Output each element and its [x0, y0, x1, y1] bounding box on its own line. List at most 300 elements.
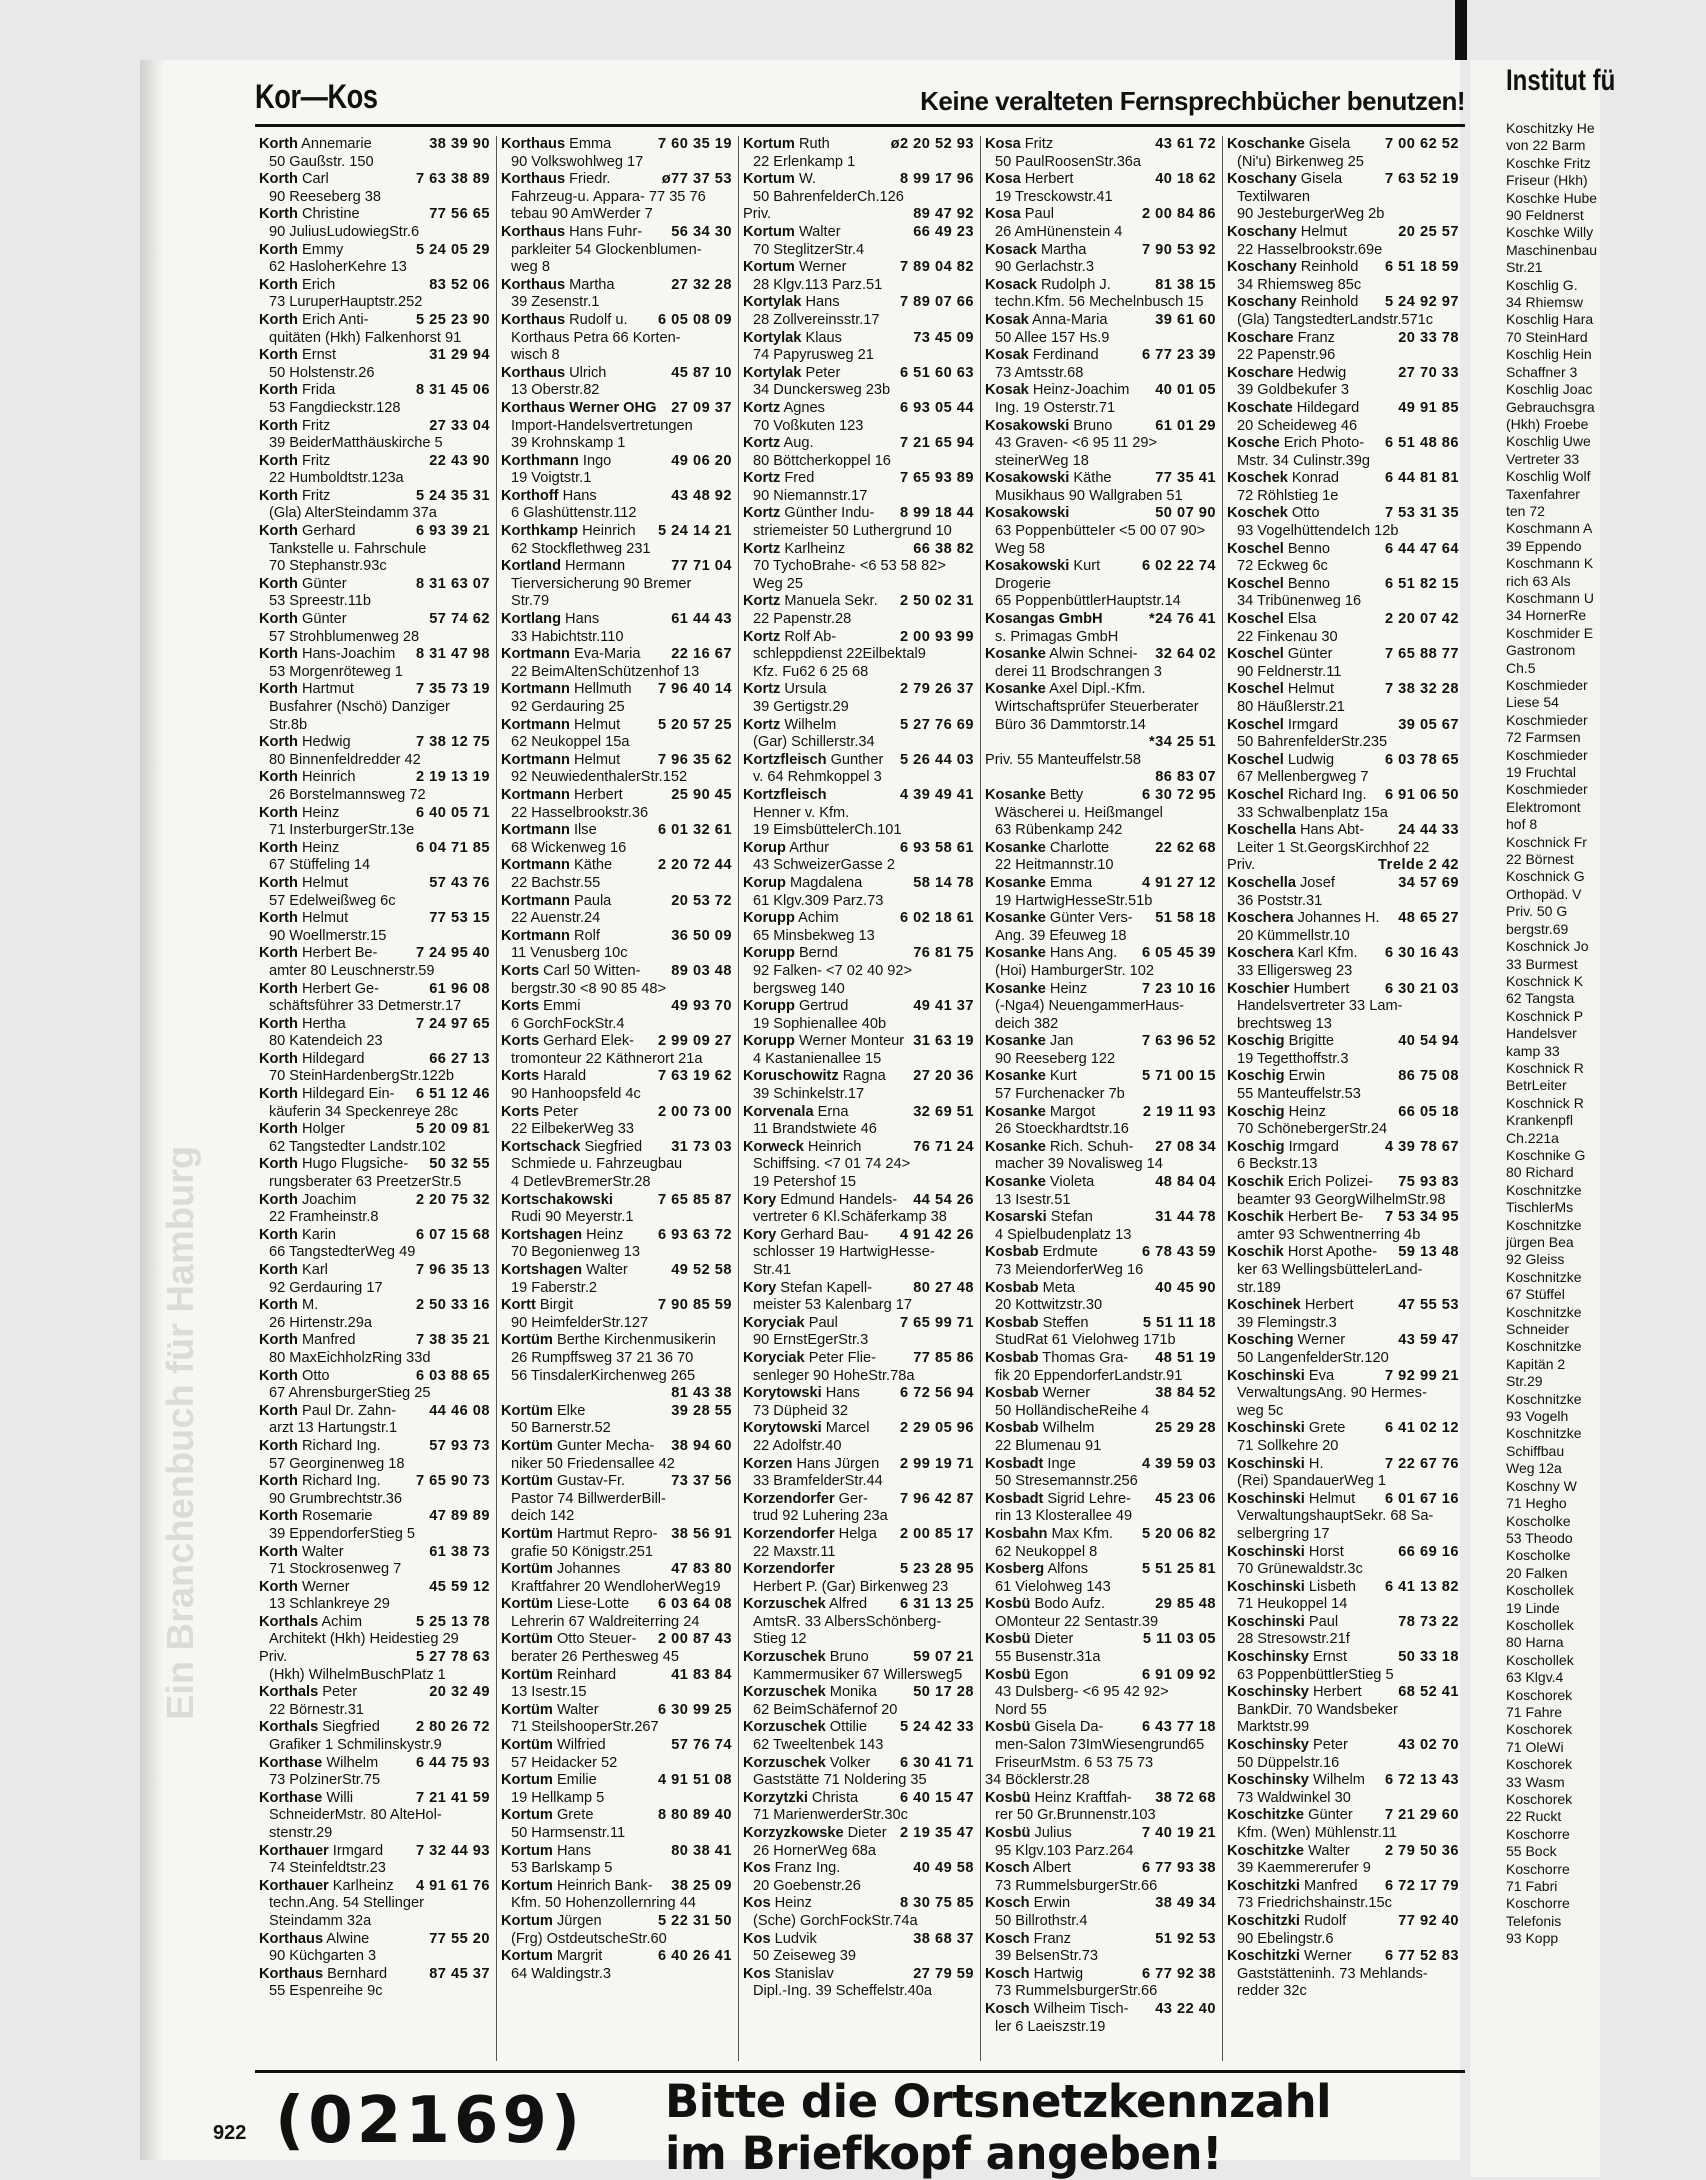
- listing-address: Büro 36 Dammtorstr.14: [995, 716, 1146, 733]
- listing-given-name: Paul: [1304, 1613, 1339, 1630]
- listing-name: [1227, 1737, 1348, 1755]
- listing-name: [743, 171, 816, 189]
- listing-surname: Korthaus: [501, 223, 566, 240]
- listing-address: Textilwaren: [1237, 188, 1310, 205]
- listing-entry: [501, 1104, 732, 1139]
- listing-surname: Kortum: [501, 1948, 553, 1965]
- next-page-line: 72 Farmsen: [1506, 729, 1581, 746]
- next-page-line: Koschnick Fr: [1506, 833, 1587, 850]
- listing-entry: [985, 1596, 1216, 1631]
- listing-name: [259, 1368, 330, 1386]
- listing-name: [1227, 1068, 1325, 1086]
- listing-address: beamter 93 GeorgWilhelmStr.98: [1237, 1191, 1446, 1208]
- listing-head: [743, 1420, 974, 1438]
- listing-address: Stieg 12: [753, 1631, 807, 1648]
- listing-given-name: Wilhelm: [1308, 1772, 1365, 1789]
- listing-given-name: Herbert Ge-: [297, 980, 380, 997]
- listing-given-name: Hedwig: [1293, 364, 1347, 381]
- listing-name: [501, 312, 628, 330]
- next-page-line: 39 Eppendo: [1506, 537, 1582, 554]
- listing-head: [501, 1192, 732, 1210]
- listing-entry: [501, 1772, 732, 1807]
- listing-surname: Kosbü: [985, 1631, 1031, 1648]
- listing-phone-number: 51 58 18: [1155, 910, 1216, 927]
- listing-phone-number: 5 20 06 82: [1142, 1525, 1216, 1542]
- listing-phone-number: 49 52 58: [671, 1262, 732, 1278]
- listing-phone-number: 7 63 52 19: [1385, 171, 1459, 188]
- listing-address: 64 Waldingstr.3: [511, 1965, 612, 1982]
- listing-given-name: Eva: [1304, 1367, 1335, 1384]
- listing-name: [1227, 1297, 1354, 1315]
- next-page-line: 80 Harna: [1506, 1634, 1564, 1651]
- listing-head: [985, 1667, 1216, 1685]
- listing-surname: Korth: [259, 276, 298, 293]
- listing-phone-number: 38 25 09: [671, 1877, 732, 1894]
- next-page-line: Koschollek: [1506, 1616, 1574, 1633]
- listing-head: [1227, 224, 1459, 242]
- listing-phone-number: 48 51 19: [1155, 1349, 1216, 1366]
- listing-entry: [501, 1807, 732, 1842]
- listing-name: [985, 1931, 1071, 1949]
- listing-given-name: Rolf: [569, 927, 600, 944]
- listing-name: [743, 1561, 835, 1579]
- listing-name: [1227, 1332, 1345, 1350]
- listing-name: [1227, 400, 1359, 418]
- section-range: Kor—Kos: [255, 78, 378, 116]
- listing-name: [985, 1280, 1075, 1298]
- listing-entry: [985, 1860, 1216, 1895]
- listing-phone-number: 6 77 52 83: [1385, 1948, 1459, 1965]
- listing-head: [985, 206, 1216, 224]
- listing-surname: Korth: [259, 171, 298, 188]
- listing-head: [501, 1438, 732, 1456]
- listing-entry: [259, 488, 490, 523]
- listing-name: [501, 1139, 642, 1157]
- listing-surname: Kortüm: [501, 1701, 553, 1718]
- listing-entry: [259, 1508, 490, 1543]
- listing-given-name: Käthe: [569, 857, 613, 874]
- listing-given-name: Emma: [1045, 874, 1093, 891]
- listing-given-name: Ger-: [834, 1490, 868, 1507]
- listing-surname: Kosanke: [985, 980, 1046, 997]
- listing-address: 50 PaulRoosenStr.36a: [995, 153, 1142, 170]
- listing-name: [259, 1473, 381, 1491]
- listing-phone-number: 76 71 24: [913, 1138, 974, 1155]
- listing-head: [985, 752, 1216, 770]
- listing-address: 34 Dunckersweg 23b: [753, 382, 891, 399]
- listing-address: Wirtschaftsprüfer Steuerberater: [995, 699, 1199, 715]
- directory-column-4: [981, 136, 1223, 2061]
- listing-address: 80 Katendeich 23: [269, 1033, 383, 1050]
- listing-address: 57 Furchenacker 7b: [995, 1086, 1125, 1103]
- listing-name: [743, 1526, 877, 1544]
- listing-entry: [259, 1086, 490, 1121]
- listing-entry: [501, 1843, 732, 1878]
- listing-name: [501, 136, 611, 154]
- listing-address: 13 Isestr.15: [511, 1684, 587, 1701]
- listing-entry: [1227, 1068, 1459, 1103]
- listing-name: [501, 822, 597, 840]
- listing-entry: [501, 1033, 732, 1068]
- listing-given-name: Karl: [297, 1262, 328, 1278]
- listing-given-name: Edmund Handels-: [776, 1191, 898, 1208]
- listing-address: str.189: [1237, 1279, 1281, 1296]
- listing-head: [501, 453, 732, 471]
- listing-entry: [259, 277, 490, 312]
- next-page-line: Koschlig Hara: [1506, 311, 1594, 328]
- listing-given-name: Hans: [801, 294, 840, 311]
- listing-entry: [1227, 1544, 1459, 1579]
- listing-entry: [1227, 1297, 1459, 1332]
- listing-phone-number: 7 60 35 19: [658, 136, 732, 152]
- next-page-line: Koschmieder: [1506, 677, 1588, 693]
- listing-address: 50 Holstenstr.26: [269, 364, 375, 381]
- listing-phone-number: 81 43 38: [671, 1385, 732, 1402]
- listing-address: deich 142: [511, 1508, 575, 1525]
- listing-name: [743, 681, 827, 699]
- listing-head: [501, 1843, 732, 1861]
- listing-entry: [259, 347, 490, 382]
- listing-phone-number: 2 20 72 44: [658, 857, 732, 874]
- listing-phone-number: 38 39 90: [429, 136, 490, 152]
- listing-name: [743, 1385, 860, 1403]
- listing-name: [743, 400, 825, 418]
- listing-head: [259, 734, 490, 752]
- listing-entry: [743, 752, 974, 787]
- listing-entry: [1227, 541, 1459, 576]
- listing-address: Ang. 39 Efeuweg 18: [995, 927, 1127, 944]
- listing-entry: [1227, 330, 1459, 365]
- listing-given-name: Willi: [322, 1789, 354, 1806]
- listing-surname: Kortmann: [501, 892, 570, 909]
- listing-name: [259, 1508, 373, 1526]
- listing-entry: [743, 1033, 974, 1068]
- listing-address: 62 Tweeltenbek 143: [753, 1737, 884, 1754]
- listing-surname: Korth: [259, 1191, 298, 1208]
- listing-given-name: Anna-Maria: [1028, 311, 1108, 328]
- listing-address: deich 382: [995, 1015, 1059, 1032]
- next-page-line: Koscholke: [1506, 1547, 1571, 1564]
- listing-given-name: Helmut: [297, 874, 349, 891]
- listing-phone-number: 6 04 71 85: [416, 839, 490, 856]
- listing-phone-number: 81 38 15: [1155, 276, 1216, 293]
- listing-phone-number: 6 72 56 94: [900, 1385, 974, 1402]
- listing-surname: Koschel: [1227, 716, 1284, 733]
- listing-address: stenstr.29: [269, 1825, 333, 1841]
- listing-name: [259, 1403, 396, 1421]
- listing-head: [1227, 1368, 1459, 1386]
- listing-name: [1227, 365, 1346, 383]
- listing-surname: Korthase: [259, 1754, 323, 1771]
- listing-surname: Koschate: [1227, 399, 1293, 416]
- listing-name: [259, 453, 330, 471]
- listing-head: [743, 505, 974, 523]
- listing-address: 39 Kaemmererufer 9: [1237, 1860, 1371, 1877]
- listing-address: 90 HeimfelderStr.127: [511, 1314, 649, 1331]
- listing-surname: Koschel: [1227, 751, 1284, 768]
- listing-phone-number: 51 92 53: [1155, 1930, 1216, 1947]
- listing-entry: [501, 1596, 732, 1631]
- page-number: 922: [213, 2122, 247, 2144]
- listing-name: [743, 541, 845, 559]
- listing-given-name: Stanislav: [770, 1965, 834, 1982]
- listing-entry: [1227, 1614, 1459, 1649]
- listing-head: [985, 981, 1216, 999]
- listing-entry: [743, 224, 974, 259]
- listing-given-name: Siegfried: [318, 1719, 380, 1736]
- listing-name: [985, 787, 1083, 805]
- listing-phone-number: 5 25 23 90: [416, 311, 490, 328]
- listing-head: [501, 1473, 732, 1491]
- listing-entry: [743, 840, 974, 875]
- listing-address: 22 Heitmannstr.10: [995, 857, 1114, 874]
- listing-address: 39 Zesenstr.1: [511, 294, 600, 311]
- listing-surname: Kosanke: [985, 646, 1046, 663]
- listing-address: 73 MeiendorferWeg 16: [995, 1262, 1144, 1278]
- next-page-line: bergstr.69: [1506, 920, 1569, 937]
- listing-head: [743, 1139, 974, 1157]
- listing-name: [985, 206, 1054, 224]
- listing-given-name: 34 Böcklerstr.28: [985, 1772, 1090, 1789]
- next-page-line: Koschnike G: [1506, 1146, 1586, 1163]
- next-page-line: Koschnitzke: [1506, 1216, 1582, 1233]
- listing-name: [743, 910, 839, 928]
- listing-given-name: Paula: [569, 892, 612, 909]
- listing-head: [985, 1526, 1216, 1544]
- listing-entry: [1227, 910, 1459, 945]
- listing-head: [259, 277, 490, 295]
- listing-given-name: Rudolf: [1299, 1912, 1347, 1929]
- listing-head: [501, 224, 732, 242]
- listing-address: Nord 55: [995, 1701, 1047, 1718]
- listing-surname: Korzendorfer: [743, 1490, 835, 1507]
- listing-phone-number: 80 27 48: [913, 1279, 974, 1296]
- listing-given-name: Helmut: [1304, 1490, 1356, 1507]
- listing-surname: Korth: [259, 382, 298, 399]
- listing-surname: Kortüm: [501, 1596, 553, 1613]
- listing-given-name: Heinz: [1284, 1103, 1326, 1120]
- listing-entry: [1227, 259, 1459, 294]
- next-page-line: Koschorek: [1506, 1791, 1573, 1807]
- listing-given-name: Ingo: [578, 452, 612, 469]
- listing-head: [501, 171, 732, 189]
- listing-phone-number: 7 53 31 35: [1385, 505, 1459, 522]
- listing-address: wisch 8: [511, 347, 560, 364]
- listing-surname: Koschare: [1227, 364, 1294, 381]
- listing-name: [1227, 576, 1330, 594]
- listing-address: s. Primagas GmbH: [995, 628, 1119, 645]
- listing-phone-number: 2 50 02 31: [900, 593, 974, 610]
- listing-surname: Korthaus: [501, 136, 566, 152]
- listing-name: [501, 1596, 629, 1614]
- listing-address: 92 Gerdauring 17: [269, 1279, 383, 1296]
- listing-name: [985, 875, 1092, 893]
- listing-phone-number: 6 30 41 71: [900, 1754, 974, 1771]
- listing-given-name: Hans Abt-: [1295, 822, 1365, 839]
- listing-name: [259, 1966, 387, 1984]
- listing-given-name: Günter Vers-: [1045, 910, 1133, 927]
- listing-head: [985, 1350, 1216, 1368]
- listing-surname: Korth: [259, 206, 298, 223]
- listing-head: [1227, 1033, 1459, 1051]
- listing-address: 22 EilbekerWeg 33: [511, 1121, 635, 1138]
- listing-phone-number: 50 17 28: [913, 1684, 974, 1701]
- listing-head: [985, 1385, 1216, 1403]
- listing-surname: Korth: [259, 575, 298, 592]
- listing-address: 34 Tribünenweg 16: [1237, 593, 1362, 610]
- listing-phone-number: ø2 20 52 93: [890, 136, 974, 152]
- listing-given-name: Liese-Lotte: [552, 1596, 630, 1613]
- next-page-line: Koschke Fritz: [1506, 154, 1591, 171]
- listing-entry: [501, 928, 732, 963]
- listing-head: [743, 629, 974, 647]
- listing-address: 90 Volkswohlweg 17: [511, 153, 644, 170]
- listing-head: [985, 1174, 1216, 1192]
- listing-head: [259, 1684, 490, 1702]
- listing-head: [1227, 576, 1459, 594]
- listing-entry: [985, 1209, 1216, 1244]
- listing-entry: [985, 242, 1216, 277]
- listing-address: 19 Voigtstr.1: [511, 470, 592, 487]
- listing-address: Tierversicherung 90 Bremer: [511, 575, 692, 592]
- listing-phone-number: 68 52 41: [1398, 1684, 1459, 1701]
- next-page-line: Koschorre: [1506, 1825, 1570, 1842]
- listing-phone-number: 5 24 92 97: [1385, 294, 1459, 311]
- listing-phone-number: 2 99 19 71: [900, 1455, 974, 1472]
- listing-head: [1227, 1544, 1459, 1562]
- listing-head: [259, 382, 490, 400]
- listing-address: Fahrzeug-u. Appara- 77 35 76: [511, 188, 706, 205]
- listing-phone-number: 45 87 10: [671, 364, 732, 381]
- listing-address: 90 Woellmerstr.15: [269, 927, 387, 944]
- listing-head: [501, 523, 732, 541]
- listing-address: bergsweg 140: [753, 980, 845, 997]
- listing-surname: Kortmann: [501, 822, 570, 839]
- listing-given-name: Emmi: [539, 998, 581, 1015]
- listing-surname: Koschinsky: [1227, 1737, 1309, 1754]
- listing-phone-number: 7 96 35 13: [416, 1262, 490, 1278]
- listing-head: [1227, 857, 1459, 875]
- listing-surname: Korzyzkowske: [743, 1825, 844, 1841]
- listing-entry: [501, 611, 732, 646]
- listing-address: Grafiker 1 Schmilinskystr.9: [269, 1737, 442, 1754]
- listing-head: [501, 1385, 732, 1403]
- listing-phone-number: 7 65 85 87: [658, 1191, 732, 1208]
- next-page-line: 34 HornerRe: [1506, 607, 1587, 624]
- listing-given-name: Josef: [1295, 874, 1335, 891]
- next-page-line: 22 Ruckt: [1506, 1808, 1562, 1825]
- listing-head: [1227, 541, 1459, 559]
- listing-entry: [743, 1350, 974, 1385]
- listing-phone-number: 32 64 02: [1155, 646, 1216, 663]
- listing-given-name: Werner: [1299, 1948, 1352, 1965]
- listing-head: [501, 277, 732, 295]
- listing-head: [1227, 1913, 1459, 1931]
- listing-name: [743, 1315, 838, 1333]
- listing-entry: [259, 171, 490, 206]
- listing-head: [743, 294, 974, 312]
- listing-head: [1227, 1948, 1459, 1966]
- next-page-line: 70 SteinHard: [1506, 328, 1588, 345]
- listing-phone-number: 7 21 41 59: [416, 1789, 490, 1806]
- listing-given-name: Monika: [825, 1684, 877, 1701]
- listing-phone-number: 4 39 49 41: [900, 786, 974, 803]
- listing-name: [985, 558, 1100, 576]
- listing-given-name: Gerhard Elek-: [539, 1033, 635, 1050]
- listing-head: [743, 259, 974, 277]
- listing-entry: [985, 2001, 1216, 2036]
- listing-given-name: Irmgard: [1284, 1138, 1339, 1155]
- listing-head: [743, 840, 974, 858]
- listing-phone-number: 89 03 48: [671, 962, 732, 979]
- listing-phone-number: 6 44 75 93: [416, 1754, 490, 1771]
- listing-address: 4 Kastanienallee 15: [753, 1050, 882, 1067]
- listing-address: 53 Spreestr.11b: [269, 593, 371, 610]
- listing-address: 73 Waldwinkel 30: [1237, 1789, 1351, 1806]
- listing-name: [1227, 1033, 1334, 1051]
- listing-surname: Korvenala: [743, 1103, 814, 1120]
- listing-surname: Kortüm: [501, 1666, 553, 1683]
- listing-head: [259, 945, 490, 963]
- listing-name: [985, 1068, 1077, 1086]
- listing-address: 11 Brandstwiete 46: [753, 1121, 877, 1138]
- listing-surname: Korth: [259, 1332, 298, 1349]
- listing-entry: [1227, 1456, 1459, 1491]
- listing-entry: [985, 611, 1216, 646]
- listing-given-name: Wilhelm: [780, 716, 837, 733]
- listing-phone-number: 6 30 72 95: [1142, 786, 1216, 803]
- listing-surname: Korupp: [743, 998, 795, 1015]
- next-page-line: (Hkh) Froebe: [1506, 415, 1589, 432]
- listing-address: 70 SteinHardenbergStr.122b: [269, 1068, 454, 1085]
- listing-surname: Korth: [259, 1473, 298, 1490]
- next-page-line: Telefonis: [1506, 1912, 1562, 1929]
- listing-entry: [985, 505, 1216, 558]
- listing-head: [985, 787, 1216, 805]
- listing-address: 71 InsterburgerStr.13e: [269, 822, 415, 839]
- listing-name: [985, 1772, 1090, 1790]
- next-page-line: Koschnick R: [1506, 1094, 1584, 1111]
- listing-address: 19 HartwigHesseStr.51b: [995, 892, 1153, 909]
- listing-name: [743, 787, 827, 805]
- listing-given-name: Aug.: [780, 435, 814, 452]
- listing-entry: [259, 681, 490, 734]
- listing-given-name: Hans Jürgen: [792, 1455, 880, 1472]
- listing-address: 72 Eckweg 6c: [1237, 558, 1328, 575]
- listing-surname: Kosch: [985, 1965, 1030, 1982]
- listing-address: 34 Rhiemsweg 85c: [1237, 276, 1362, 293]
- listing-surname: Korth: [259, 347, 298, 364]
- listing-entry: [259, 576, 490, 611]
- listing-given-name: Dieter: [1030, 1631, 1074, 1648]
- listing-entry: [501, 857, 732, 892]
- listing-surname: Koschera: [1227, 945, 1294, 962]
- listing-surname: Kortylak: [743, 329, 802, 346]
- listing-address: 50 Harmsenstr.11: [511, 1825, 626, 1841]
- listing-head: [1227, 470, 1459, 488]
- listing-name: [259, 418, 330, 436]
- listing-entry: [1227, 1209, 1459, 1244]
- next-page-lines: [1506, 120, 1706, 1948]
- listing-address: 90 JesteburgerWeg 2b: [1237, 206, 1385, 223]
- listing-name: [1227, 1104, 1326, 1122]
- next-page-line: Weg 12a: [1506, 1460, 1562, 1477]
- listing-address: rer 50 Gr.Brunnenstr.103: [995, 1807, 1156, 1824]
- listing-phone-number: 4 91 42 26: [900, 1226, 974, 1243]
- listing-phone-number: 57 43 76: [429, 874, 490, 891]
- listing-phone-number: 6 77 93 38: [1142, 1860, 1216, 1877]
- listing-given-name: Wilhelm: [322, 1754, 379, 1771]
